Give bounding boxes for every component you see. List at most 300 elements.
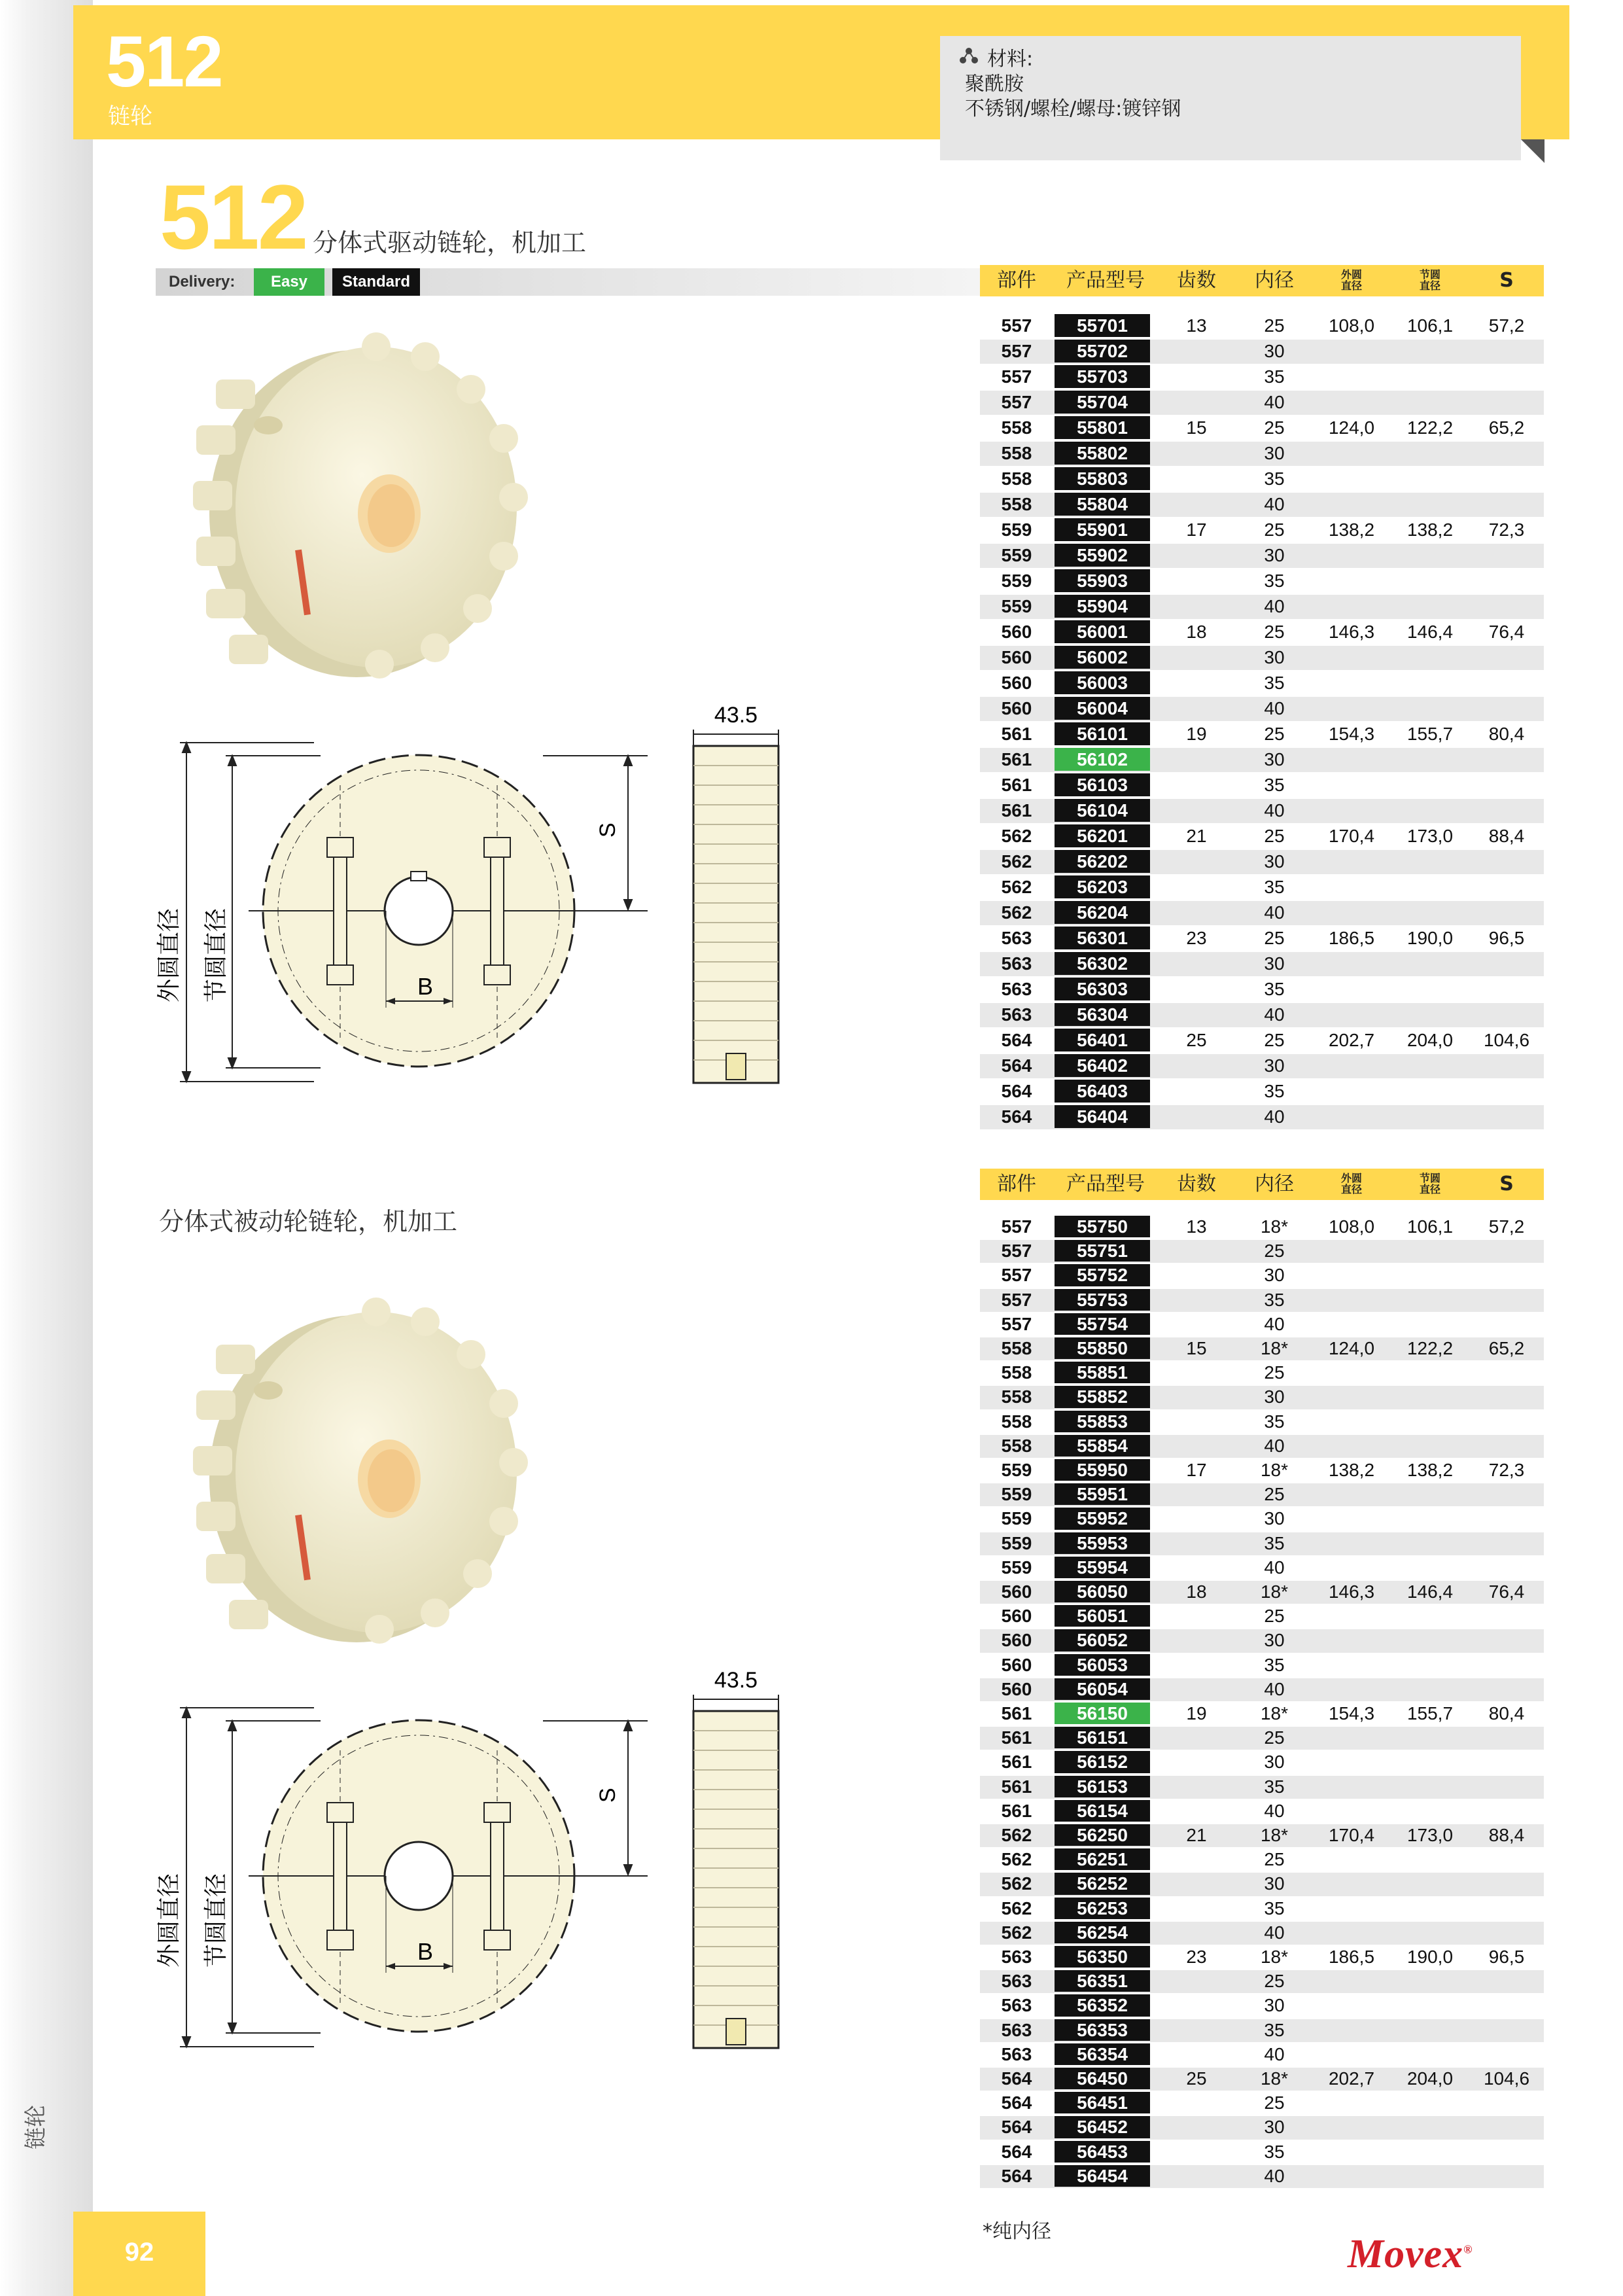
th-outer-dia [1312, 1173, 1391, 1195]
table-row [980, 1435, 1544, 1458]
cell-product-code: 56454 [1055, 2165, 1150, 2187]
cell-part: 558 [1001, 1435, 1032, 1456]
cell-bore: 40 [1264, 1313, 1285, 1334]
cell-pitch-dia [1391, 1240, 1469, 1262]
cell-teeth [1158, 1003, 1235, 1026]
cell-pitch-dia [1391, 2043, 1469, 2065]
cell-s [1469, 391, 1544, 414]
cell-pitch-dia [1391, 2019, 1469, 2041]
cell-outer-dia [1312, 1800, 1391, 1822]
cell-product-code: 56201 [1055, 824, 1150, 847]
cell-teeth [1158, 595, 1235, 618]
table-row [980, 442, 1544, 466]
cell-teeth [1158, 365, 1235, 388]
cell-product-code: 55804 [1055, 493, 1150, 516]
cell-part: 564 [1001, 2117, 1032, 2138]
cell-teeth [1158, 1080, 1235, 1103]
cell-product-code: 56152 [1055, 1751, 1150, 1773]
s-dimension-label: S [595, 822, 620, 838]
cell-pitch-dia: 146,4 [1406, 622, 1454, 642]
cell-product-code: 56402 [1055, 1054, 1150, 1077]
cell-pitch-dia [1391, 2092, 1469, 2113]
cell-part: 560 [1001, 673, 1032, 693]
cell-part: 562 [1001, 1898, 1032, 1918]
cell-part: 561 [1001, 1727, 1032, 1748]
cell-s: 57,2 [1488, 1216, 1525, 1237]
cell-product-code: 56404 [1055, 1105, 1150, 1128]
cell-bore: 30 [1264, 1995, 1285, 2016]
cell-product-code: 56401 [1055, 1029, 1150, 1051]
material-line-2: 不锈钢/螺栓/螺母:镀锌钢 [965, 97, 1181, 120]
cell-outer-dia [1312, 1483, 1391, 1505]
cell-s [1469, 2019, 1544, 2041]
cell-outer-dia: 154,3 [1328, 1703, 1375, 1723]
cell-s [1469, 799, 1544, 822]
pitch-dia-label: 节圆直径 [203, 1873, 230, 1968]
table-row [980, 1922, 1544, 1945]
cell-part: 559 [1001, 1484, 1032, 1505]
cell-teeth: 17 [1186, 520, 1207, 540]
outer-dia-label: 外圆直径 [156, 1873, 183, 1968]
table-row [980, 1970, 1544, 1993]
cell-product-code: 56154 [1055, 1800, 1150, 1822]
cell-outer-dia: 170,4 [1328, 1825, 1375, 1845]
cell-outer-dia [1312, 493, 1391, 516]
cell-pitch-dia: 122,2 [1406, 417, 1454, 438]
cell-product-code: 56104 [1055, 799, 1150, 822]
cell-s [1469, 569, 1544, 592]
cell-outer-dia [1312, 773, 1391, 796]
cell-teeth [1158, 1532, 1235, 1554]
cell-bore: 18* [1260, 1825, 1289, 1845]
cell-bore: 18* [1260, 1703, 1289, 1723]
cell-part: 564 [1001, 1030, 1032, 1050]
cell-bore: 18* [1260, 1581, 1289, 1602]
cell-pitch-dia [1391, 646, 1469, 669]
cell-product-code: 56252 [1055, 1873, 1150, 1894]
th-product-code: 产品型号 [1066, 269, 1145, 292]
cell-s [1469, 1994, 1544, 2016]
table-row [980, 1898, 1544, 1920]
cell-part: 557 [1001, 1216, 1032, 1237]
cell-teeth: 18 [1186, 1581, 1207, 1602]
cell-pitch-dia: 106,1 [1406, 1216, 1454, 1237]
cell-s [1469, 1435, 1544, 1457]
cell-part: 561 [1001, 1800, 1032, 1821]
cell-part: 561 [1001, 724, 1032, 744]
cell-teeth [1158, 2165, 1235, 2187]
cell-part: 557 [1001, 366, 1032, 387]
table-row [980, 1264, 1544, 1287]
cell-pitch-dia [1391, 671, 1469, 694]
cell-outer-dia [1312, 442, 1391, 465]
cell-teeth [1158, 697, 1235, 720]
cell-s [1469, 671, 1544, 694]
cell-bore: 25 [1264, 520, 1285, 540]
cell-product-code: 55901 [1055, 518, 1150, 541]
sprocket-photo-drive [190, 327, 530, 694]
cell-bore: 40 [1264, 494, 1285, 514]
cell-bore: 25 [1264, 928, 1285, 948]
cell-product-code: 56453 [1055, 2141, 1150, 2163]
cell-product-code: 56053 [1055, 1654, 1150, 1676]
cell-pitch-dia [1391, 1994, 1469, 2016]
cell-teeth [1158, 1848, 1235, 1870]
side-strip [0, 0, 93, 2296]
cell-part: 559 [1001, 596, 1032, 616]
cell-outer-dia [1312, 1654, 1391, 1676]
cell-teeth [1158, 1264, 1235, 1286]
table-row [980, 1508, 1544, 1530]
cell-pitch-dia [1391, 1532, 1469, 1554]
cell-outer-dia: 124,0 [1328, 1338, 1375, 1358]
cell-pitch-dia [1391, 1557, 1469, 1578]
cell-pitch-dia [1391, 1362, 1469, 1383]
cell-product-code: 56251 [1055, 1848, 1150, 1870]
cell-bore: 40 [1264, 698, 1285, 718]
cell-teeth [1158, 646, 1235, 669]
cell-pitch-dia [1391, 1654, 1469, 1676]
cell-pitch-dia [1391, 1003, 1469, 1026]
table-row [980, 1654, 1544, 1677]
table-row [980, 1727, 1544, 1750]
cell-teeth: 25 [1186, 1030, 1207, 1050]
cell-pitch-dia: 190,0 [1406, 1947, 1454, 1967]
cell-s: 80,4 [1488, 724, 1525, 744]
cell-pitch-dia [1391, 1080, 1469, 1103]
table-row [980, 850, 1544, 874]
cell-s [1469, 1105, 1544, 1128]
cell-product-code: 56253 [1055, 1898, 1150, 1919]
cell-part: 561 [1001, 1776, 1032, 1797]
cell-product-code: 55701 [1055, 314, 1150, 337]
cell-outer-dia [1312, 1994, 1391, 2016]
cell-pitch-dia [1391, 1105, 1469, 1128]
cell-bore: 25 [1264, 1971, 1285, 1992]
th-s: S [1499, 1173, 1514, 1195]
cell-s [1469, 1313, 1544, 1335]
table-row [980, 1337, 1544, 1360]
cell-outer-dia: 186,5 [1328, 1947, 1375, 1967]
cell-pitch-dia [1391, 544, 1469, 567]
cell-part: 563 [1001, 979, 1032, 999]
cell-pitch-dia [1391, 901, 1469, 924]
cell-s [1469, 2092, 1544, 2113]
cell-product-code: 55802 [1055, 442, 1150, 465]
cell-outer-dia [1312, 2019, 1391, 2041]
cell-teeth [1158, 773, 1235, 796]
table-row [980, 2092, 1544, 2115]
cell-s [1469, 1362, 1544, 1383]
table-row [980, 1386, 1544, 1409]
cell-pitch-dia [1391, 493, 1469, 516]
cell-part: 557 [1001, 315, 1032, 336]
cell-outer-dia [1312, 1970, 1391, 1992]
footnote: *纯内径 [983, 2220, 1051, 2243]
delivery-label: Delivery: [169, 273, 236, 291]
cell-outer-dia: 138,2 [1328, 1460, 1375, 1480]
cell-product-code: 56203 [1055, 875, 1150, 898]
th-bore: 内径 [1255, 1173, 1294, 1195]
table-row [980, 697, 1544, 721]
table-row [980, 722, 1544, 747]
cell-s [1469, 1532, 1544, 1554]
cell-teeth [1158, 2116, 1235, 2138]
cell-teeth [1158, 2141, 1235, 2163]
cell-part: 557 [1001, 392, 1032, 412]
brand-logo [1348, 2231, 1473, 2278]
cell-s [1469, 978, 1544, 1000]
cell-bore: 40 [1264, 800, 1285, 821]
cell-product-code: 56151 [1055, 1727, 1150, 1748]
cell-bore: 40 [1264, 1435, 1285, 1456]
cell-bore: 25 [1264, 1606, 1285, 1627]
cell-teeth [1158, 467, 1235, 490]
table-row [980, 314, 1544, 338]
cell-product-code: 55851 [1055, 1362, 1150, 1383]
cell-pitch-dia [1391, 850, 1469, 873]
table-row [980, 1003, 1544, 1027]
cell-outer-dia [1312, 1532, 1391, 1554]
cell-s [1469, 1727, 1544, 1748]
cell-part: 562 [1001, 851, 1032, 872]
cell-outer-dia [1312, 467, 1391, 490]
cell-teeth [1158, 1508, 1235, 1529]
cell-part: 564 [1001, 2141, 1032, 2162]
cell-outer-dia: 202,7 [1328, 2068, 1375, 2089]
cell-s [1469, 1873, 1544, 1894]
cell-pitch-dia [1391, 365, 1469, 388]
cell-part: 560 [1001, 1606, 1032, 1627]
cell-outer-dia [1312, 2141, 1391, 2163]
cell-outer-dia [1312, 544, 1391, 567]
cell-product-code: 55702 [1055, 340, 1150, 362]
table-row [980, 927, 1544, 951]
cell-outer-dia [1312, 1922, 1391, 1943]
material-line-1: 聚酰胺 [965, 73, 1024, 96]
cell-part: 558 [1001, 1386, 1032, 1407]
cell-outer-dia [1312, 799, 1391, 822]
cell-s [1469, 340, 1544, 362]
cell-part: 557 [1001, 1241, 1032, 1262]
cell-teeth: 15 [1186, 1338, 1207, 1358]
cell-bore: 18* [1260, 2068, 1289, 2089]
cell-pitch-dia [1391, 2116, 1469, 2138]
cell-outer-dia [1312, 875, 1391, 898]
cell-pitch-dia [1391, 1922, 1469, 1943]
cell-product-code: 55903 [1055, 569, 1150, 592]
cell-product-code: 56102 [1055, 748, 1150, 771]
table-row [980, 1629, 1544, 1652]
th-teeth: 齿数 [1177, 269, 1216, 292]
cell-pitch-dia [1391, 1605, 1469, 1627]
cell-s: 88,4 [1488, 1825, 1525, 1845]
cell-outer-dia [1312, 1313, 1391, 1335]
cell-part: 564 [1001, 2068, 1032, 2089]
cell-bore: 30 [1264, 1055, 1285, 1076]
cell-part: 561 [1001, 1752, 1032, 1773]
cell-outer-dia [1312, 1751, 1391, 1773]
table-row [980, 1054, 1544, 1078]
cell-outer-dia: 108,0 [1328, 1216, 1375, 1237]
cell-bore: 18* [1260, 1338, 1289, 1358]
cell-part: 558 [1001, 468, 1032, 489]
cell-s [1469, 952, 1544, 975]
material-box [940, 36, 1521, 160]
delivery-bar [156, 268, 980, 296]
cell-outer-dia [1312, 1605, 1391, 1627]
cell-teeth: 23 [1186, 1947, 1207, 1967]
pitch-dia-label: 节圆直径 [203, 908, 230, 1003]
cell-teeth [1158, 1800, 1235, 1822]
cell-pitch-dia [1391, 1386, 1469, 1407]
cell-pitch-dia: 138,2 [1406, 1460, 1454, 1480]
cell-bore: 35 [1264, 366, 1285, 387]
cell-part: 564 [1001, 1081, 1032, 1101]
cell-pitch-dia [1391, 799, 1469, 822]
cell-teeth [1158, 2019, 1235, 2041]
cell-product-code: 56003 [1055, 671, 1150, 694]
cell-bore: 25 [1264, 2093, 1285, 2113]
cell-product-code: 55704 [1055, 391, 1150, 414]
cell-teeth [1158, 952, 1235, 975]
cell-part: 562 [1001, 826, 1032, 846]
cell-outer-dia [1312, 1727, 1391, 1748]
cell-outer-dia [1312, 2165, 1391, 2187]
cell-bore: 18* [1260, 1460, 1289, 1480]
cell-part: 562 [1001, 1849, 1032, 1870]
cell-pitch-dia [1391, 1289, 1469, 1311]
bore-dimension-label: B [417, 973, 434, 1000]
cell-outer-dia [1312, 1678, 1391, 1700]
th-teeth: 齿数 [1177, 1173, 1216, 1195]
cell-pitch-dia [1391, 1313, 1469, 1335]
cell-s [1469, 1751, 1544, 1773]
th-s: S [1499, 269, 1514, 292]
table-row [980, 1703, 1544, 1725]
cell-product-code: 56450 [1055, 2068, 1150, 2089]
cell-pitch-dia [1391, 1848, 1469, 1870]
cell-s [1469, 1003, 1544, 1026]
cell-part: 563 [1001, 1947, 1032, 1967]
table-row [980, 2019, 1544, 2042]
cell-product-code: 55751 [1055, 1240, 1150, 1262]
cell-teeth [1158, 1629, 1235, 1651]
cell-s: 76,4 [1488, 1581, 1525, 1602]
cell-teeth [1158, 1386, 1235, 1407]
table-row [980, 2141, 1544, 2164]
table-row [980, 1029, 1544, 1053]
cell-outer-dia [1312, 1848, 1391, 1870]
cell-bore: 25 [1264, 1727, 1285, 1748]
cell-product-code: 56052 [1055, 1629, 1150, 1651]
cell-part: 558 [1001, 417, 1032, 438]
cell-product-code: 55952 [1055, 1508, 1150, 1529]
cell-bore: 40 [1264, 2165, 1285, 2186]
table-row [980, 1289, 1544, 1312]
cell-outer-dia: 124,0 [1328, 417, 1375, 438]
cell-product-code: 55953 [1055, 1532, 1150, 1554]
cell-product-code: 56350 [1055, 1946, 1150, 1968]
table-row [980, 1459, 1544, 1482]
table-row [980, 773, 1544, 798]
cell-outer-dia: 154,3 [1328, 724, 1375, 744]
cell-s [1469, 1557, 1544, 1578]
cell-bore: 40 [1264, 1557, 1285, 1578]
delivery-easy-badge: Easy [254, 268, 324, 296]
cell-bore: 35 [1264, 1411, 1285, 1432]
table-row [980, 1605, 1544, 1628]
cell-pitch-dia: 138,2 [1406, 520, 1454, 540]
cell-part: 557 [1001, 1289, 1032, 1310]
cell-teeth [1158, 2043, 1235, 2065]
cell-pitch-dia [1391, 1483, 1469, 1505]
cell-outer-dia [1312, 978, 1391, 1000]
table-row [980, 595, 1544, 619]
cell-bore: 30 [1264, 341, 1285, 361]
cell-bore: 25 [1264, 1362, 1285, 1383]
cell-teeth [1158, 442, 1235, 465]
table-row [980, 1848, 1544, 1871]
cell-bore: 25 [1264, 1484, 1285, 1505]
cell-teeth: 23 [1186, 928, 1207, 948]
cell-part: 561 [1001, 775, 1032, 795]
cell-s [1469, 442, 1544, 465]
header-corner [1521, 139, 1544, 163]
cell-s: 72,3 [1488, 1460, 1525, 1480]
cell-teeth [1158, 1776, 1235, 1797]
cell-teeth [1158, 1435, 1235, 1457]
cell-bore: 35 [1264, 468, 1285, 489]
cell-s [1469, 1970, 1544, 1992]
cell-bore: 35 [1264, 1898, 1285, 1918]
cell-part: 561 [1001, 749, 1032, 769]
cell-teeth: 19 [1186, 724, 1207, 744]
cell-teeth [1158, 391, 1235, 414]
cell-product-code: 55703 [1055, 365, 1150, 388]
cell-outer-dia [1312, 1240, 1391, 1262]
th-pitch-dia [1391, 1173, 1469, 1195]
cell-bore: 25 [1264, 622, 1285, 642]
cell-outer-dia [1312, 952, 1391, 975]
brand-registered-mark: ® [1463, 2242, 1473, 2256]
cell-pitch-dia [1391, 1629, 1469, 1651]
cell-bore: 35 [1264, 979, 1285, 999]
cell-bore: 30 [1264, 1508, 1285, 1529]
cell-s [1469, 365, 1544, 388]
drive-title: 分体式驱动链轮，机加工 [313, 228, 587, 257]
cell-outer-dia [1312, 1629, 1391, 1651]
cell-outer-dia [1312, 1776, 1391, 1797]
cell-teeth [1158, 1994, 1235, 2016]
cell-bore: 30 [1264, 2117, 1285, 2138]
molecule-icon [958, 45, 979, 66]
s-dimension-label: S [595, 1788, 620, 1803]
th-part: 部件 [997, 1173, 1036, 1195]
cell-s [1469, 1289, 1544, 1311]
table-row [980, 1557, 1544, 1580]
cell-product-code: 55954 [1055, 1557, 1150, 1578]
cell-teeth: 25 [1186, 2068, 1207, 2089]
cell-s [1469, 493, 1544, 516]
cell-outer-dia [1312, 646, 1391, 669]
cell-pitch-dia [1391, 748, 1469, 771]
cell-bore: 35 [1264, 2019, 1285, 2040]
cell-part: 559 [1001, 1557, 1032, 1578]
table-row [980, 901, 1544, 925]
cell-teeth [1158, 1922, 1235, 1943]
table-row [980, 518, 1544, 542]
